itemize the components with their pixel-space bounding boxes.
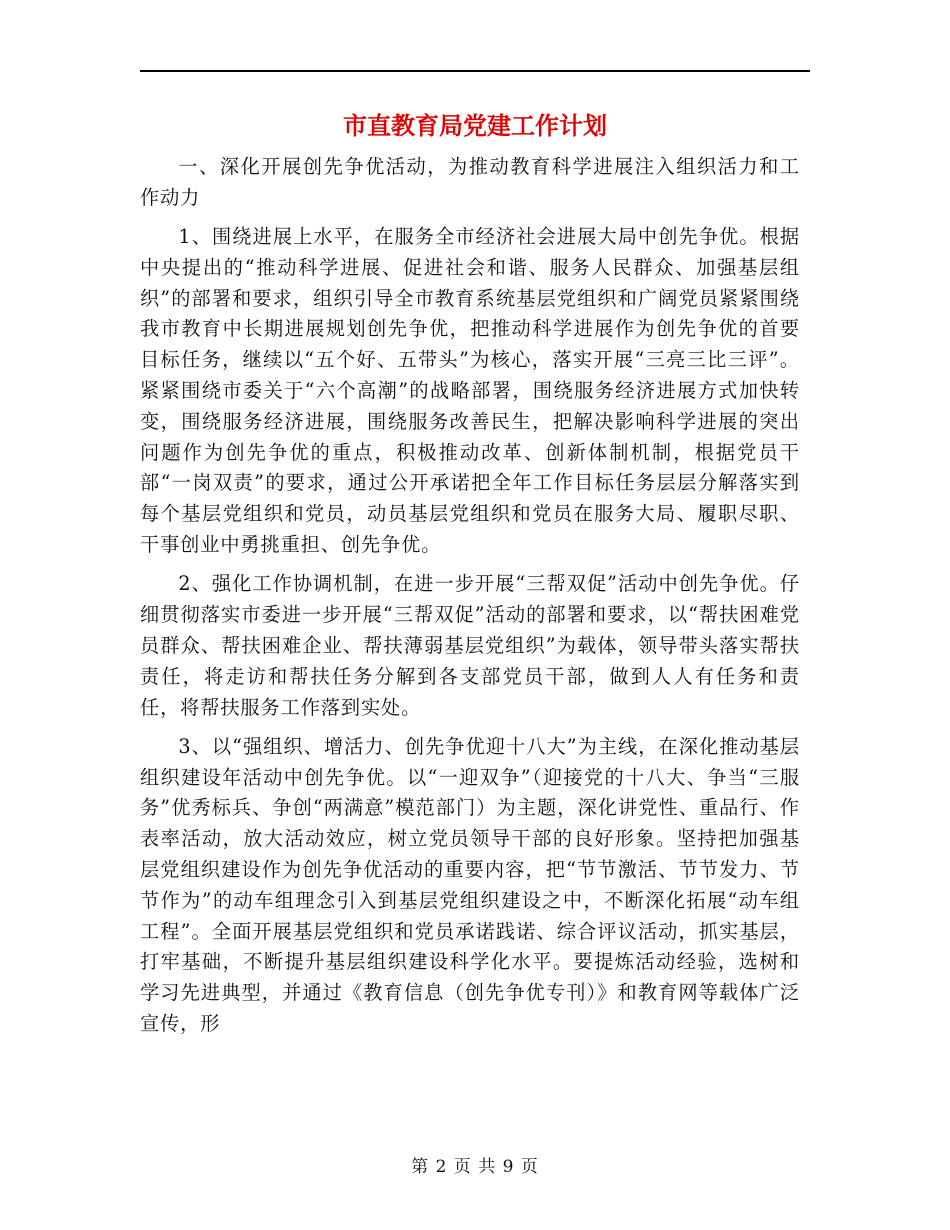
document-title: 市直教育局党建工作计划 xyxy=(343,111,607,140)
section-heading: 一、深化开展创先争优活动，为推动教育科学进展注入组织活力和工作动力 xyxy=(140,155,800,209)
document-body xyxy=(140,152,800,1048)
page-number-footer: 第 2 页 共 9 页 xyxy=(411,1157,539,1177)
header-rule xyxy=(140,70,810,72)
paragraph-3: 3、以“强组织、增活力、创先争优迎十八大”为主线，在深化推动基层组织建设年活动中创先争优。以“一迎双争”（迎接党的十八大、争当“三服务”优秀标兵、争创“两满意”模范部门）为主题，深化讲党性、重品行、作表率活动，放大活动效应，树立党员领导干部的良好形象。坚持把加强基层党组织建设作为创先争优活动的重要内容，把“节节激活、节节发力、节节作为”的动车组理念引入到基层党组织建设之中，不断深化拓展“动车组工程”。全面开展基层党组织和党员承诺践诺、综合评议活动，抓实基层，打牢基础，不断提升基层组织建设科学化水平。要提炼活动经验，选树和学习先进典型，并通过《教育信息（创先争优专刊）》和教育网等载体广泛宣传，形 xyxy=(140,734,800,1036)
paragraph-2: 2、强化工作协调机制，在进一步开展“三帮双促”活动中创先争优。仔细贯彻落实市委进一步开展“三帮双促”活动的部署和要求，以“帮扶困难党员群众、帮扶困难企业、帮扶薄弱基层党组织”为载体，领导带头落实帮扶责任，将走访和帮扶任务分解到各支部党员干部，做到人人有任务和责任，将帮扶服务工作落到实处。 xyxy=(140,572,800,719)
paragraph-1: 1、围绕进展上水平，在服务全市经济社会进展大局中创先争优。根据中央提出的“推动科学进展、促进社会和谐、服务人民群众、加强基层组织”的部署和要求，组织引导全市教育系统基层党组织和广阔党员紧紧围绕我市教育中长期进展规划创先争优，把推动科学进展作为创先争优的首要目标任务，继续以“五个好、五带头”为核心，落实开展“三亮三比三评”。紧紧围绕市委关于“六个高潮”的战略部署，围绕服务经济进展方式加快转变，围绕服务经济进展，围绕服务改善民生，把解决影响科学进展的突出问题作为创先争优的重点，积极推动改革、创新体制机制，根据党员干部“一岗双责”的要求，通过公开承诺把全年工作目标任务层层分解落实到每个基层党组织和党员，动员基层党组织和党员在服务大局、履职尽职、干事创业中勇挑重担、创先争优。 xyxy=(140,225,800,557)
